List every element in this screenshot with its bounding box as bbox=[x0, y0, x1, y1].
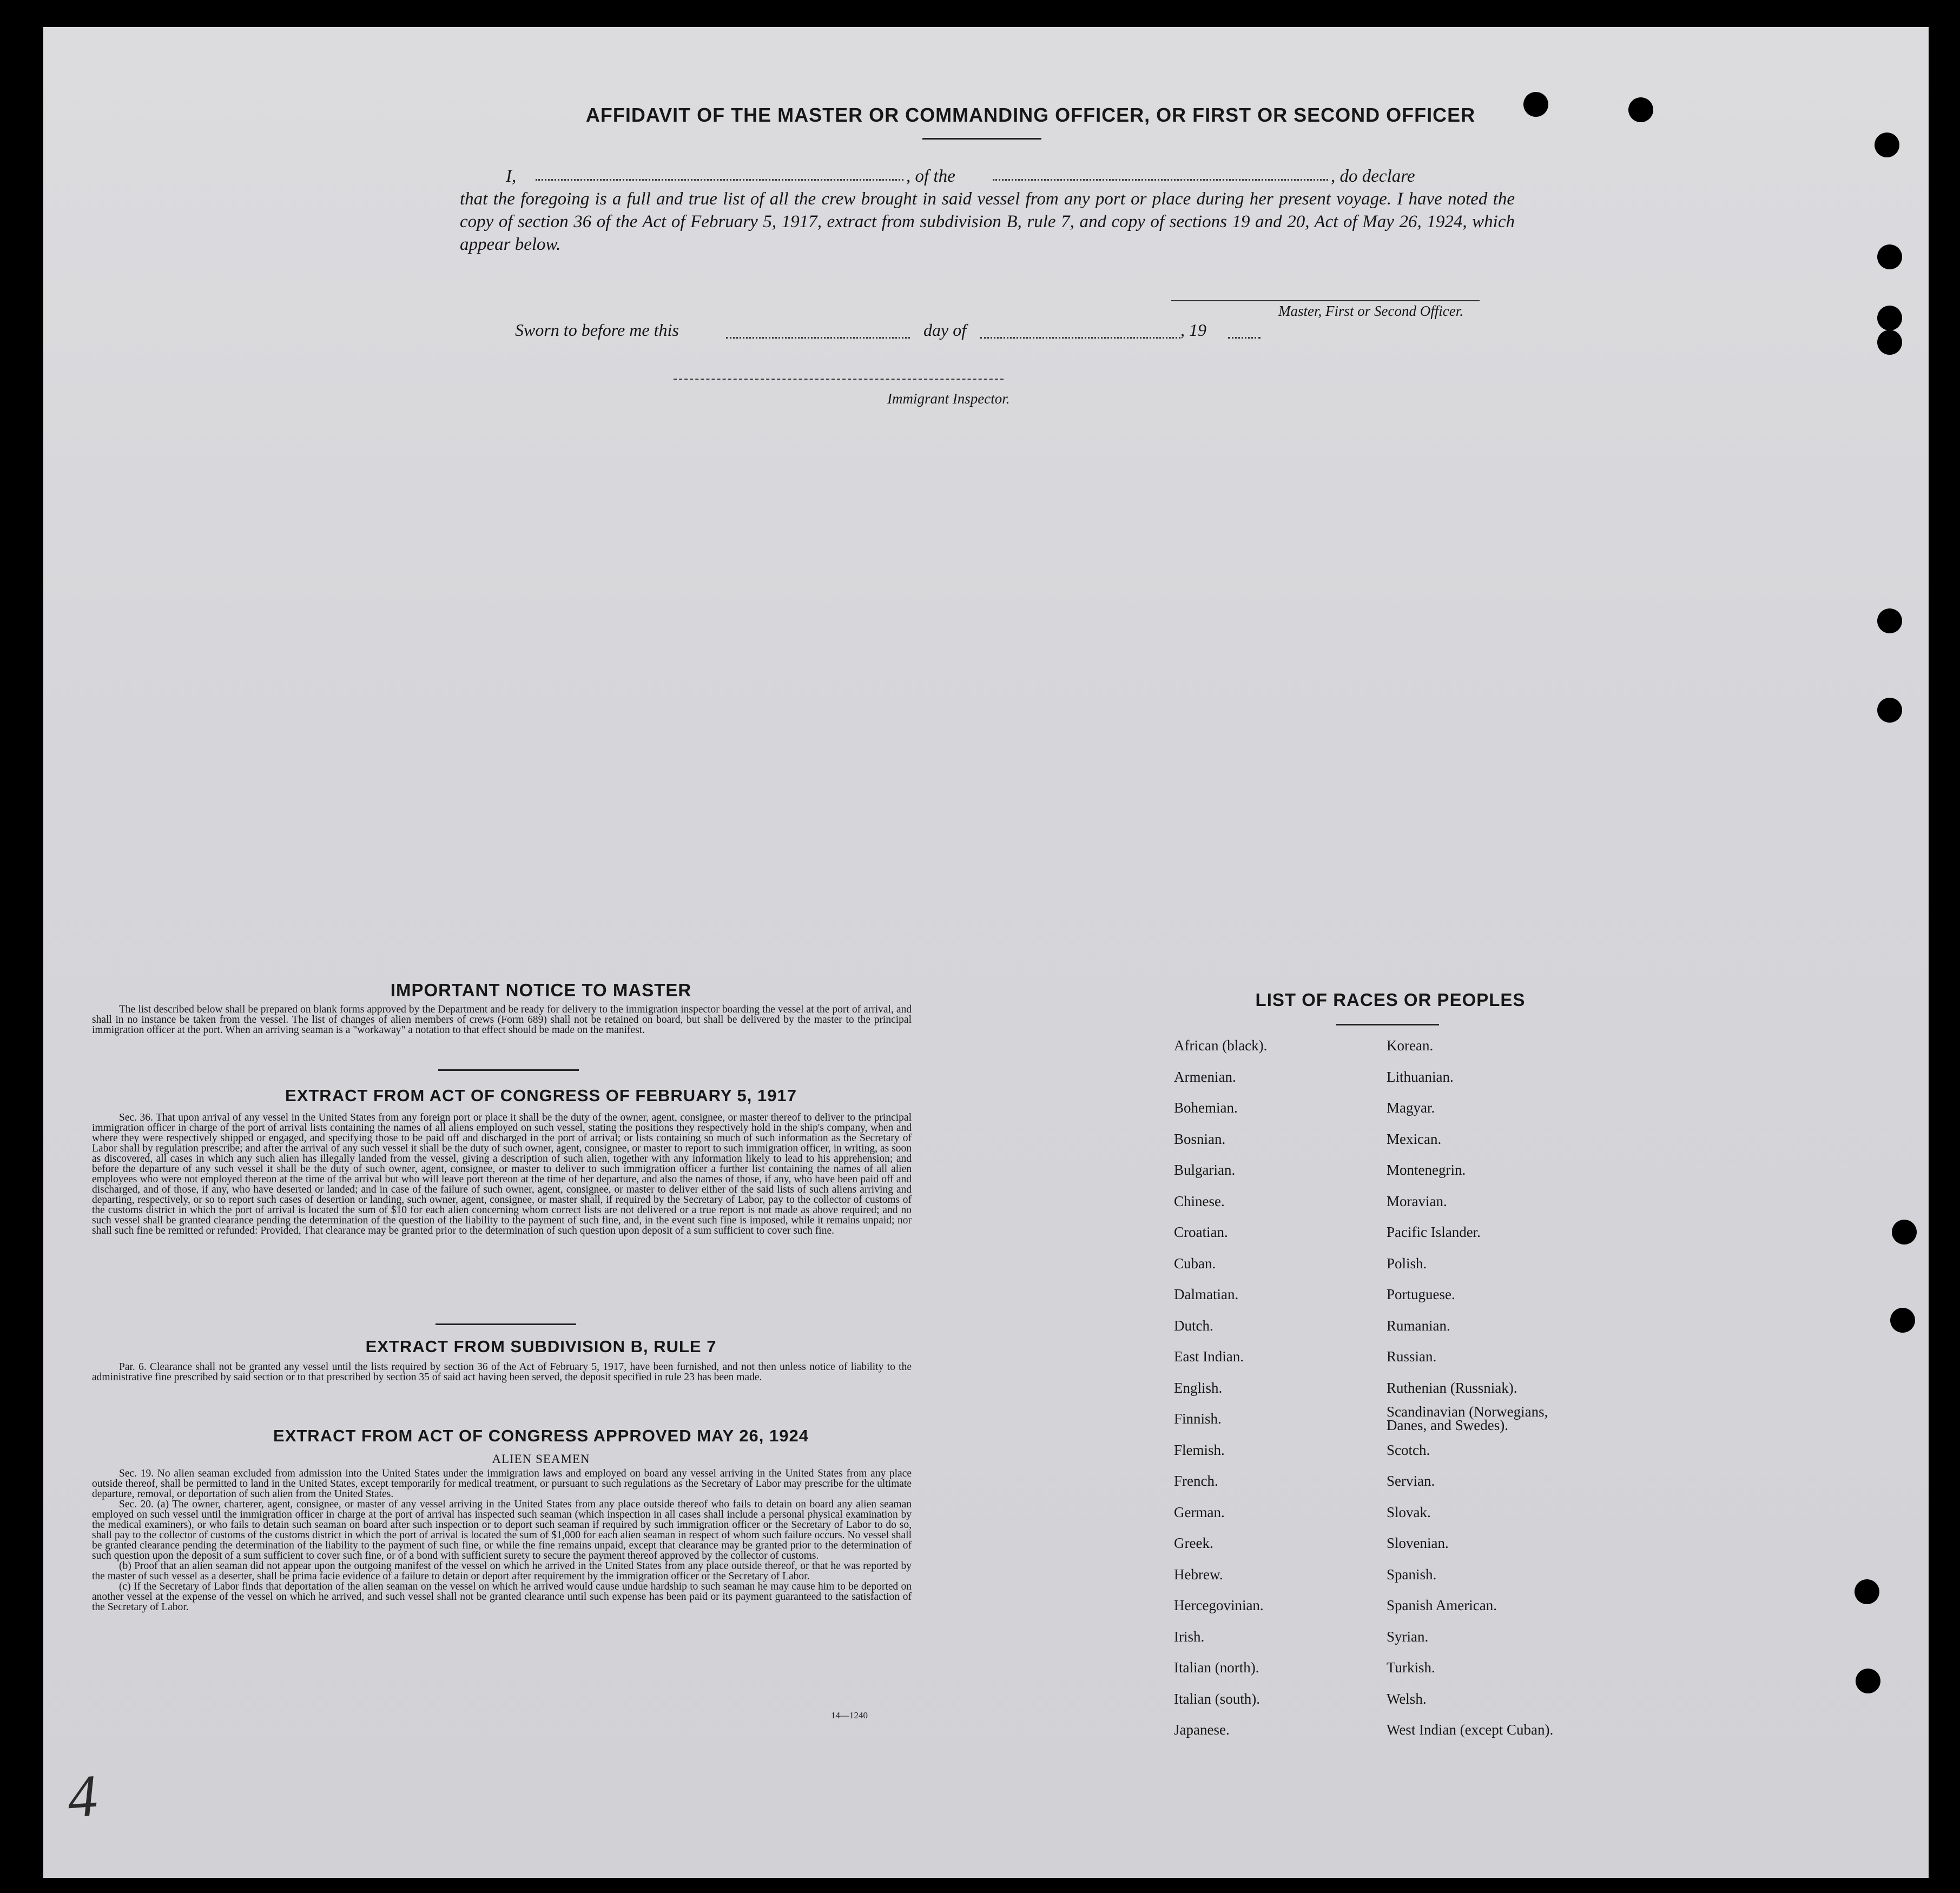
notice-title: IMPORTANT NOTICE TO MASTER bbox=[390, 980, 692, 1000]
race-item: Irish. bbox=[1174, 1629, 1205, 1645]
punch-hole bbox=[1890, 1308, 1915, 1333]
race-item: Greek. bbox=[1174, 1535, 1213, 1551]
section-36-paragraph: Sec. 36. That upon arrival of any vessel in the United States from any foreign port or place it shall be the duty of the owner, agent, consignee, or master thereof to deliver to the principal immigration officer in charge of the port of arrival lists containing the names of all aliens employed on such vessel, stating the positions they respectively hold in the ship's company, when and where they were respectively shipped or engaged, and specifying those to be paid off and discharged in the port of arrival; or lists containing so much of such information as the Secretary of Labor shall by regulation prescribe; and after the arrival of any such vessel it shall be the duty of such owner, agent, consignee, or master to report to such immigration officer, in writing, as soon as discovered, all cases in which any such alien has illegally landed from the vessel, giving a description of such alien, together with any information likely to lead to his apprehension; and before the departure of any such vessel it shall be the duty of such owner, agent, consignee, or master to deliver to such immigration officer a further list containing the names of all alien employees who were not employed thereon at the time of the arrival but who will leave port thereon at the time of her departure, and also the names of those, if any, who have been paid off and discharged, and of those, if any, who have deserted or landed; and in case of the failure of such owner, agent, consignee, or master to deliver either of the said lists of such aliens arriving and departing, respectively, or so to report such cases of desertion or landing, such owner, agent, consignee, or master shall, if required by the Secretary of Labor, pay to the collector of customs of the customs district in which the port of arrival is located the sum of $10 for each alien concerning whom correct lists are not delivered or a true report is not made as above required; and no such vessel shall be granted clearance pending the determination of the question of the liability to the payment of such fine, and, in the event such fine is imposed, while it remains unpaid; nor shall such fine be remitted or refunded: Provided, That clearance may be granted prior to the determination of such question upon deposit of a sum sufficient to cover such fine. bbox=[92, 1112, 912, 1236]
race-item: Croatian. bbox=[1174, 1224, 1228, 1240]
race-item: German. bbox=[1174, 1504, 1225, 1520]
race-item: Ruthenian (Russniak). bbox=[1387, 1380, 1517, 1396]
sworn-month-field[interactable] bbox=[980, 334, 1180, 339]
race-item: Syrian. bbox=[1387, 1629, 1429, 1645]
race-item: Armenian. bbox=[1174, 1069, 1236, 1085]
inspector-label: Immigrant Inspector. bbox=[887, 390, 1010, 407]
punch-hole bbox=[1875, 133, 1899, 157]
races-title: LIST OF RACES OR PEOPLES bbox=[1255, 990, 1526, 1010]
alien-seamen-subtitle: ALIEN SEAMEN bbox=[492, 1452, 590, 1466]
punch-hole bbox=[1523, 92, 1548, 117]
race-item: Moravian. bbox=[1387, 1193, 1447, 1209]
race-item: Mexican. bbox=[1387, 1131, 1442, 1147]
race-item: Slovak. bbox=[1387, 1504, 1431, 1520]
race-item: Hebrew. bbox=[1174, 1566, 1223, 1583]
race-item: West Indian (except Cuban). bbox=[1387, 1722, 1554, 1738]
race-item: Lithuanian. bbox=[1387, 1069, 1454, 1085]
race-item: Spanish. bbox=[1387, 1566, 1437, 1583]
race-item: Spanish American. bbox=[1387, 1597, 1497, 1613]
race-item: Russian. bbox=[1387, 1348, 1437, 1365]
form-number: 14—1240 bbox=[831, 1710, 868, 1720]
master-signature-field[interactable] bbox=[1171, 300, 1480, 301]
do-declare-label: , do declare bbox=[1331, 167, 1415, 186]
punch-hole bbox=[1877, 306, 1902, 330]
race-item: Flemish. bbox=[1174, 1442, 1225, 1458]
sworn-label: Sworn to before me this bbox=[515, 320, 679, 340]
punch-hole bbox=[1856, 1669, 1880, 1693]
race-item: Korean. bbox=[1387, 1037, 1434, 1054]
notice-body bbox=[92, 1004, 912, 1035]
handwritten-page-number: 4 bbox=[65, 1762, 100, 1830]
race-item: East Indian. bbox=[1174, 1348, 1244, 1365]
race-item: Welsh. bbox=[1387, 1691, 1427, 1707]
race-item: Rumanian. bbox=[1387, 1318, 1450, 1334]
section-20a-paragraph: Sec. 20. (a) The owner, charterer, agent, consignee, or master of any vessel arriving in the United States from any place outside thereof who fails to detain on board any alien seaman employed on such vessel until the immigration officer in charge at the port of arrival has inspected such seaman (which inspection in all cases shall include a personal physical examination by the medical examiners), or who fails to detain such seaman on board after such inspection or to deport such seaman if required by such immigration officer or the Secretary of Labor to do so, shall pay to the collector of customs of the customs district in which the port of arrival is located the sum of $1,000 for each alien seaman in respect of whom such failure occurs. No vessel shall be granted clearance pending the determination of the liability to the payment of such fine, or while the fine remains unpaid, except that clearance may be granted prior to the determination of such question upon the deposit of a sum sufficient to cover such fine, or of a bond with sufficient surety to secure the payment thereof approved by the collector of customs. bbox=[92, 1499, 912, 1561]
race-item: Dutch. bbox=[1174, 1318, 1213, 1334]
punch-hole bbox=[1877, 244, 1902, 269]
section-19-paragraph: Sec. 19. No alien seaman excluded from admission into the United States under the immigration laws and employed on board any vessel arriving in the United States from any place outside thereof, shall be permitted to land in the United States, except temporarily for medical treatment, or pursuant to such regulations as the Secretary of Labor may prescribe for the ultimate departure, removal, or deportation of such alien from the United States. bbox=[92, 1468, 912, 1500]
race-item: Bosnian. bbox=[1174, 1131, 1226, 1147]
section-20b-paragraph: (b) Proof that an alien seaman did not appear upon the outgoing manifest of the vessel on which he arrived in the United States from any place outside thereof, or that he was reported by the master of such vessel as a deserter, shall be prima facie evidence of a failure to detain or deport after requirement by the immigration officer or the Secretary of Labor. bbox=[92, 1560, 912, 1582]
race-item: Dalmatian. bbox=[1174, 1286, 1239, 1302]
race-item: Magyar. bbox=[1387, 1100, 1435, 1116]
extract-1924-title: EXTRACT FROM ACT OF CONGRESS APPROVED MAY 26, 1924 bbox=[273, 1426, 809, 1445]
rule-7-body bbox=[92, 1362, 912, 1382]
race-item: English. bbox=[1174, 1380, 1223, 1396]
punch-hole bbox=[1892, 1220, 1917, 1245]
notice-paragraph: The list described below shall be prepared on blank forms approved by the Department and be ready for delivery to the immigration inspector boarding the vessel at the port of arrival, and shall in no instance be taken from the vessel. The list of changes of alien members of crews (Form 689) shall not be retained on board, but shall be delivered by the master to the principal immigration officer at the port. When an arriving seaman is a "workaway" a notation to that effect should be made on the manifest. bbox=[92, 1004, 912, 1036]
race-item: Finnish. bbox=[1174, 1411, 1222, 1427]
sworn-day-field[interactable] bbox=[726, 334, 910, 339]
race-item: Italian (south). bbox=[1174, 1691, 1260, 1707]
race-item: Chinese. bbox=[1174, 1193, 1225, 1209]
vessel-name-field[interactable] bbox=[993, 176, 1328, 181]
affidavit-body: that the foregoing is a full and true list of all the crew brought in said vessel from any port or place during her present voyage. I have noted the copy of section 36 of the Act of February 5, 1917, extract from subdivision B, rule 7, and copy of sections 19 and 20, Act of May 26, 1924, which appear below. bbox=[460, 189, 1515, 254]
declarant-line bbox=[460, 165, 1515, 188]
race-item: Scotch. bbox=[1387, 1442, 1430, 1458]
day-of-label: day of bbox=[923, 320, 967, 340]
race-item: Polish. bbox=[1387, 1255, 1427, 1272]
extract-1917-title: EXTRACT FROM ACT OF CONGRESS OF FEBRUARY 5, 1917 bbox=[285, 1086, 797, 1105]
of-the-label: , of the bbox=[906, 167, 955, 186]
punch-hole bbox=[1877, 330, 1902, 355]
extract-1917-body bbox=[92, 1113, 912, 1236]
title-underline bbox=[922, 138, 1041, 140]
inspector-signature-field[interactable] bbox=[674, 379, 1004, 380]
declarant-label: I, bbox=[506, 167, 517, 186]
paragraph-6: Par. 6. Clearance shall not be granted any vessel until the lists required by section 36 of the Act of February 5, 1917, have been furnished, and not then unless notice of liability to the administrative fine prescribed by said section or to that prescribed by section 35 of said act having been served, the deposit specified in rule 23 has been made. bbox=[92, 1361, 912, 1383]
race-item: Italian (north). bbox=[1174, 1659, 1259, 1676]
sworn-year-field[interactable] bbox=[1228, 334, 1261, 339]
rule-7-title: EXTRACT FROM SUBDIVISION B, RULE 7 bbox=[365, 1337, 717, 1356]
declarant-name-field[interactable] bbox=[536, 176, 903, 181]
extract-1924-body bbox=[92, 1468, 912, 1612]
punch-hole bbox=[1877, 608, 1902, 633]
year-label: , 19 bbox=[1180, 320, 1206, 340]
race-item: Pacific Islander. bbox=[1387, 1224, 1481, 1240]
section-divider bbox=[435, 1323, 576, 1325]
punch-hole bbox=[1877, 698, 1902, 723]
race-item: Bulgarian. bbox=[1174, 1162, 1236, 1178]
race-item: French. bbox=[1174, 1473, 1218, 1489]
race-item: Cuban. bbox=[1174, 1255, 1216, 1272]
race-item: Portuguese. bbox=[1387, 1286, 1455, 1302]
races-title-underline bbox=[1336, 1024, 1439, 1025]
race-item: African (black). bbox=[1174, 1037, 1268, 1054]
section-20c-paragraph: (c) If the Secretary of Labor finds that deportation of the alien seaman on the vessel on which he arrived would cause undue hardship to such seaman he may cause him to be deported on another vessel at the expense of the vessel on which he arrived, and such vessel shall not be granted clearance until such expense has been paid or its payment guaranteed to the satisfaction of the Secretary of Labor. bbox=[92, 1581, 912, 1613]
race-item: Slovenian. bbox=[1387, 1535, 1449, 1551]
race-item: Scandinavian (Norwegians, Danes, and Swedes). bbox=[1387, 1404, 1548, 1433]
race-item: Hercegovinian. bbox=[1174, 1597, 1264, 1613]
punch-hole bbox=[1855, 1579, 1879, 1604]
race-item: Turkish. bbox=[1387, 1659, 1435, 1676]
race-item: Japanese. bbox=[1174, 1722, 1230, 1738]
section-divider bbox=[438, 1069, 579, 1071]
master-signature-label: Master, First or Second Officer. bbox=[1278, 303, 1463, 319]
race-item: Servian. bbox=[1387, 1473, 1435, 1489]
race-item: Bohemian. bbox=[1174, 1100, 1238, 1116]
race-item: Montenegrin. bbox=[1387, 1162, 1466, 1178]
affidavit-statement bbox=[460, 165, 1515, 256]
affidavit-title: AFFIDAVIT OF THE MASTER OR COMMANDING OFFICER, OR FIRST OR SECOND OFFICER bbox=[585, 104, 1476, 126]
punch-hole bbox=[1628, 97, 1653, 122]
